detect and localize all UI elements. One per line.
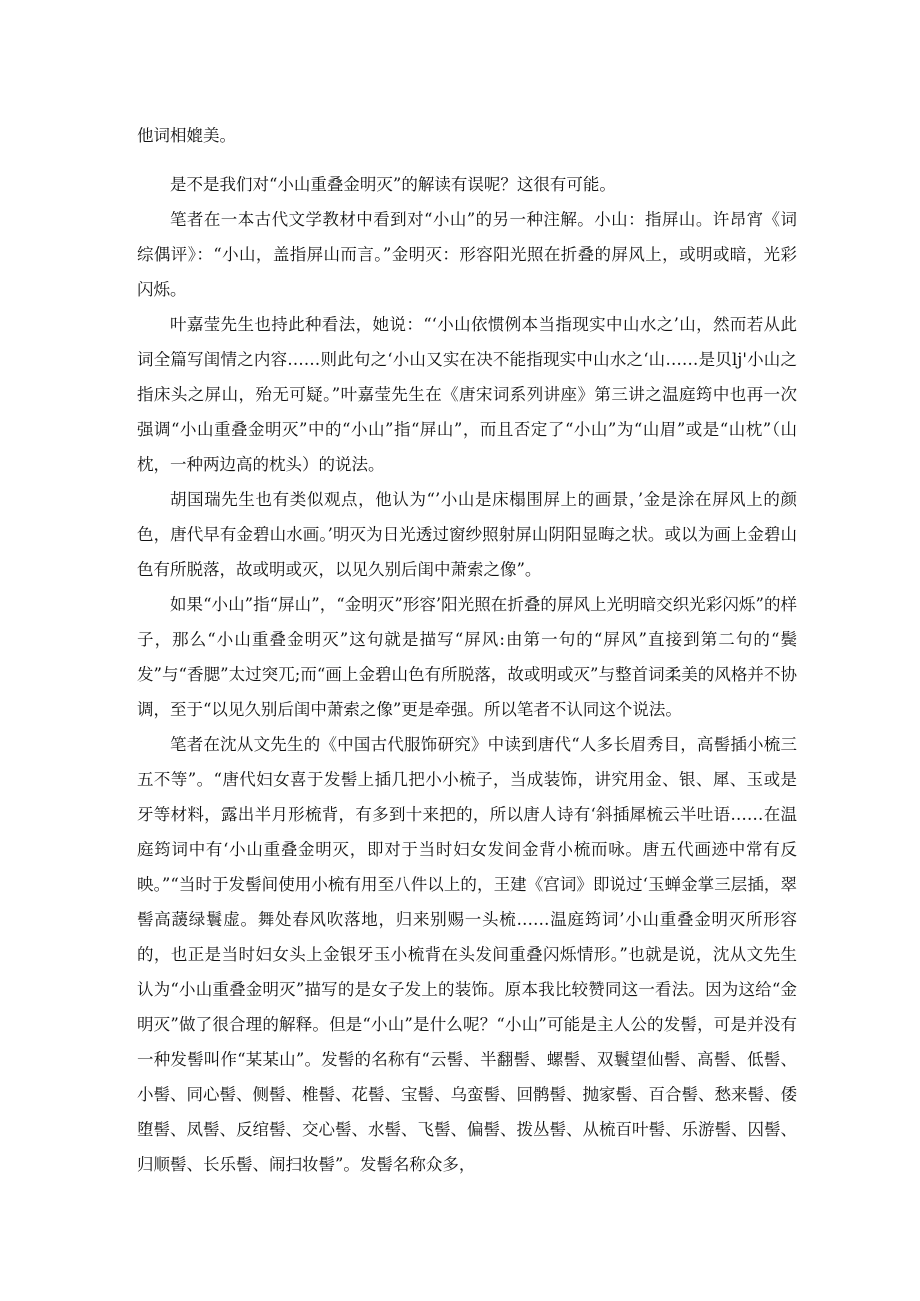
- paragraph-rebuttal: 如果“小山”指“屏山”，“金明灭”形容’阳光照在折叠的屏风上光明暗交织光彩闪烁”的样子，那么“小山重叠金明灭”这句就是描写“屏风:由第一句的“屏风”直接到第二句的“鬓发”与“香腮”太过突兀;而“画上金碧山色有所脱落，故或明或灭”与整首词柔美的风格并不协调，至于“以见久别后闺中萧索之像”更是牵强。所以笔者不认同这个说法。: [137, 595, 797, 719]
- paragraph-question: 是不是我们对“小山重叠金明灭”的解读有误呢？这很有可能。: [170, 175, 616, 194]
- paragraph-textbook-note: 笔者在一本古代文学教材中看到对“小山”的另一种注解。小山：指屏山。许昂宵《词综偶评》：“小山，盖指屏山而言。”金明灭：形容阳光照在折叠的屏风上，或明或暗，光彩闪烁。: [137, 210, 797, 299]
- paragraph-continuation: 他词相媲美。: [137, 126, 236, 145]
- body-text: [137, 118, 797, 1182]
- paragraph-hu-guorui: 胡国瑞先生也有类似观点，他认为“’小山是床榻围屏上的画景，’金是涂在屏风上的颜色，唐代早有金碧山水画。’明灭为日光透过窗纱照射屏山阴阳显晦之状。或以为画上金碧山色有所脱落，故或明或灭，以见久别后闺中萧索之像”。: [137, 490, 797, 579]
- paragraph-ye-jiaying: 叶嘉莹先生也持此种看法，她说：“‘小山依惯例本当指现实中山水之’山，然而若从此词全篇写闺情之内容……则此句之‘小山又实在决不能指现实中山水之‘山……是贝lj'小山之指床头之屏山，殆无可疑。”叶嘉莹先生在《唐宋词系列讲座》第三讲之温庭筠中也再一次强调“小山重叠金明灭”中的“小山”指“屏山”，而且否定了“小山”为“山眉”或是“山枕”（山枕，一种两边高的枕头）的说法。: [137, 315, 797, 474]
- paragraph-shen-congwen: 笔者在沈从文先生的《中国古代服饰研究》中读到唐代“人多长眉秀目，高髻插小梳三五不等”。“唐代妇女喜于发髻上插几把小小梳子，当成装饰，讲究用金、银、犀、玉或是牙等材料，露出半月形梳背，有多到十来把的，所以唐人诗有‘斜插犀梳云半吐语……在温庭筠词中有‘小山重叠金明灭，即对于当时妇女发间金背小梳而咏。唐五代画迹中常有反映。”“当时于发髻间使用小梳有用至八件以上的，王建《宫词》即说过‘玉蝉金掌三层插，翠髻高蘐绿鬟虚。舞处春风吹落地，归来别赐一头梳……温庭筠词’小山重叠金明灭所形容的，也正是当时妇女头上金银牙玉小梳背在头发间重叠闪烁情形。”也就是说，沈从文先生认为“小山重叠金明灭”描写的是女子发上的装饰。原本我比较赞同这一看法。因为这给“金明灭”做了很合理的解释。但是“小山”是什么呢？“小山”可能是主人公的发髻，可是并没有一种发髻叫作“某某山”。发髻的名称有“云髻、半翻髻、螺髻、双鬟望仙髻、高髻、低髻、小髻、同心髻、侧髻、椎髻、花髻、宝髻、乌蛮髻、回鹘髻、抛家髻、百合髻、愁来髻、倭堕髻、凤髻、反绾髻、交心髻、水髻、飞髻、偏髻、拨丛髻、从梳百叶髻、乐游髻、囚髻、归顺髻、长乐髻、闹扫妆髻”。发髻名称众多，: [137, 735, 797, 1174]
